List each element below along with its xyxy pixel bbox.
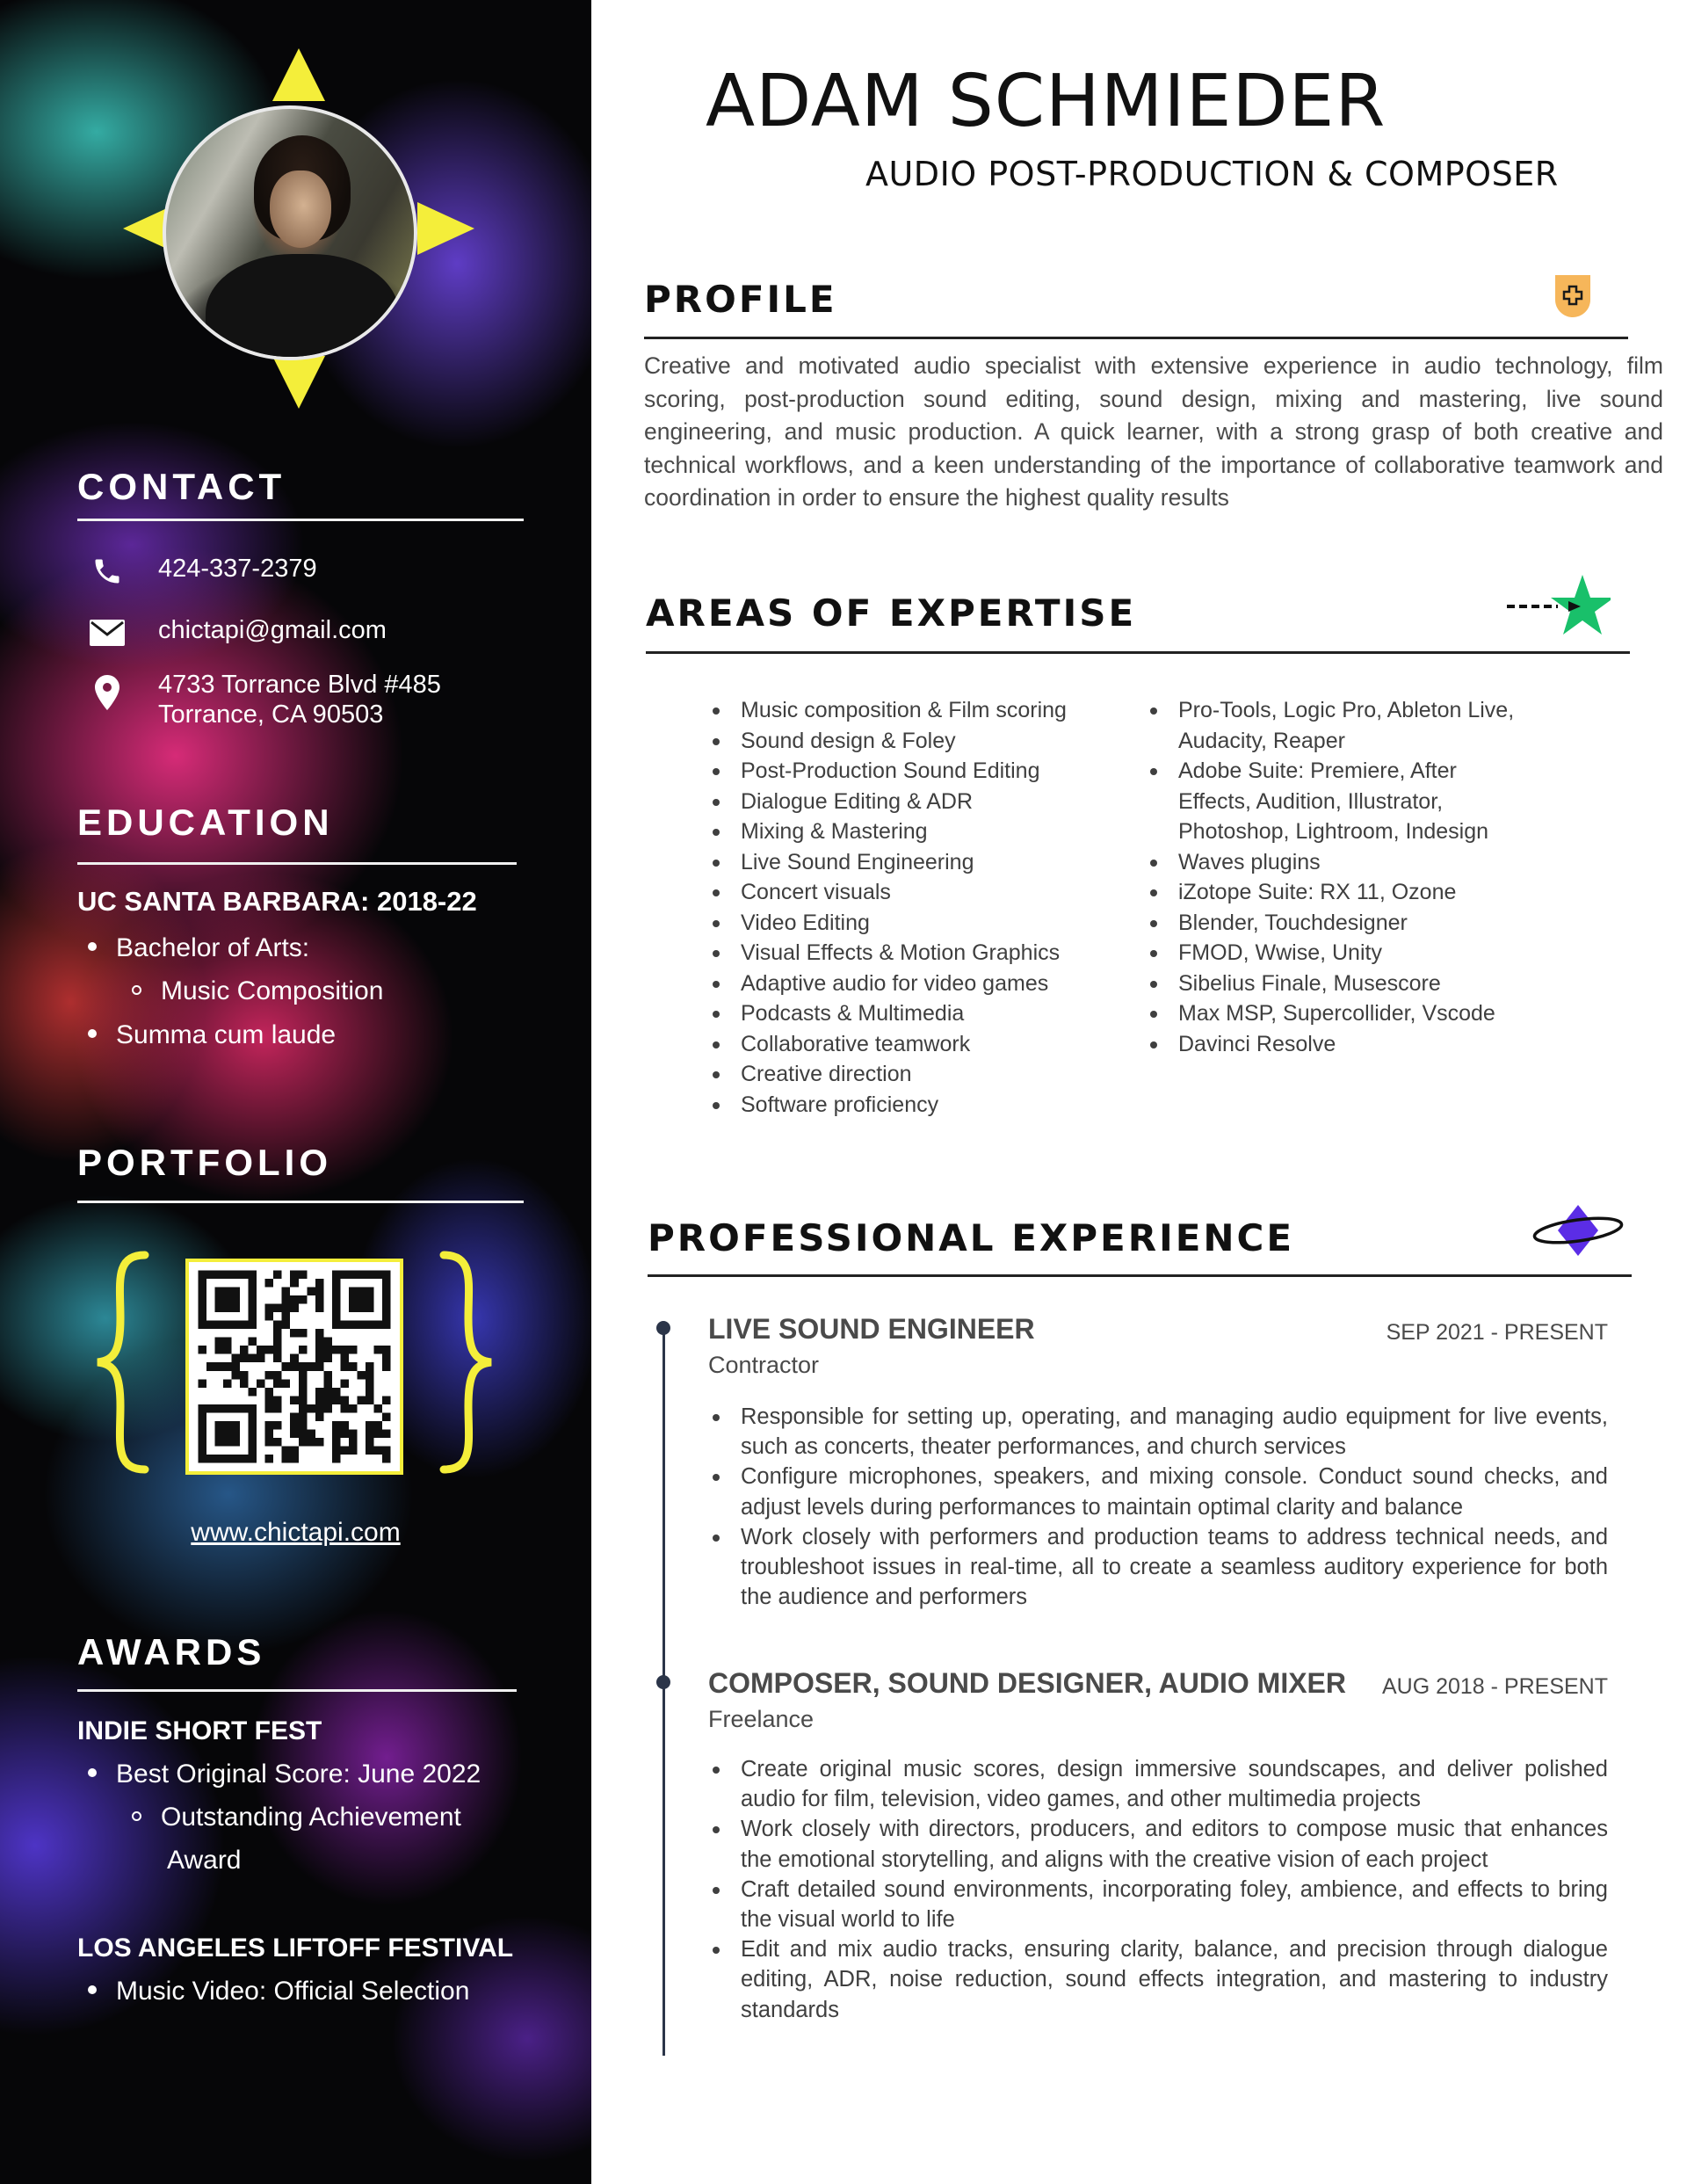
software-item: Blender, Touchdesigner <box>1146 908 1524 939</box>
address-line-2: Torrance, CA 90503 <box>158 700 384 729</box>
expertise-item: Podcasts & Multimedia <box>708 998 1112 1029</box>
sub-bullet <box>132 1811 141 1821</box>
education-heading: EDUCATION <box>77 802 334 843</box>
expertise-item: Software proficiency <box>708 1090 1112 1121</box>
bullet <box>88 942 97 951</box>
expertise-item: Concert visuals <box>708 877 1112 908</box>
list-item: Work closely with directors, producers, and editors to compose music that enhances the emotional storytelling, and aligns with the creative vision of each project <box>708 1814 1608 1874</box>
right-brace-icon <box>435 1248 496 1477</box>
award-item: Music Video: Official Selection <box>88 1977 469 2006</box>
major-item: Music Composition <box>132 976 383 1006</box>
awards-divider <box>77 1689 517 1692</box>
expertise-item: Live Sound Engineering <box>708 847 1112 878</box>
awards-heading: AWARDS <box>77 1631 266 1672</box>
expertise-item: Visual Effects & Motion Graphics <box>708 938 1112 969</box>
qr-code-block <box>92 1248 496 1477</box>
location-pin-icon <box>88 670 127 715</box>
list-item: Configure microphones, speakers, and mixing console. Conduct sound checks, and adjust levels during performances to maintain optimal clarity and balance <box>708 1462 1608 1521</box>
job-title: LIVE SOUND ENGINEER <box>708 1313 1035 1345</box>
bullet <box>88 1029 97 1038</box>
timeline-dot <box>656 1675 670 1689</box>
expertise-item: Collaborative teamwork <box>708 1029 1112 1060</box>
job-dates: AUG 2018 - PRESENT <box>1381 1674 1608 1699</box>
portfolio-heading: PORTFOLIO <box>77 1142 332 1183</box>
software-item: Waves plugins <box>1146 847 1524 878</box>
qr-code[interactable] <box>185 1259 403 1475</box>
portfolio-divider <box>77 1201 524 1203</box>
job-role: AUDIO POST-PRODUCTION & COMPOSER <box>865 155 1559 193</box>
school-name: UC SANTA BARBARA: 2018-22 <box>77 886 477 917</box>
sub-bullet <box>132 985 141 995</box>
portfolio-link[interactable]: www.chictapi.com <box>191 1518 401 1547</box>
award-title: LOS ANGELES LIFTOFF FESTIVAL <box>77 1934 514 1963</box>
profile-heading: PROFILE <box>644 278 837 321</box>
profile-divider <box>644 337 1628 339</box>
phone-icon <box>88 554 127 589</box>
bullet <box>88 1985 97 1994</box>
job-employer: Freelance <box>708 1706 815 1732</box>
honor-item: Summa cum laude <box>88 1020 336 1050</box>
star-arrow-icon <box>1505 571 1611 642</box>
expertise-item: Video Editing <box>708 908 1112 939</box>
email-address[interactable]: chictapi@gmail.com <box>158 616 387 644</box>
mail-icon <box>88 615 127 650</box>
shield-plus-icon <box>1553 273 1592 319</box>
contact-email <box>88 615 387 650</box>
person-name: ADAM SCHMIEDER <box>706 60 1387 143</box>
award-title: INDIE SHORT FEST <box>77 1716 322 1745</box>
award-subitem-continued: Award <box>167 1846 242 1875</box>
list-item: Edit and mix audio tracks, ensuring clarity, balance, and precision through dialogue editing, ADR, noise reduction, sound effects integration, and mastering to industry standards <box>708 1934 1608 2025</box>
contact-divider <box>77 519 524 521</box>
job-title: COMPOSER, SOUND DESIGNER, AUDIO MIXER <box>708 1667 1346 1699</box>
job-employer: Contractor <box>708 1352 820 1378</box>
list-item: Craft detailed sound environments, incorporating foley, ambience, and effects to bring the visual world to life <box>708 1875 1608 1934</box>
list-item: Work closely with performers and production teams to address technical needs, and troubleshoot issues in real-time, all to create a seamless auditory experience for both the audience and performers <box>708 1522 1608 1613</box>
software-item: Adobe Suite: Premiere, After Effects, Audition, Illustrator, Photoshop, Lightroom, Indesign <box>1146 756 1524 847</box>
contact-heading: CONTACT <box>77 466 286 507</box>
education-divider <box>77 862 517 865</box>
software-item: Max MSP, Supercollider, Vscode <box>1146 998 1524 1029</box>
expertise-skills-list <box>708 695 1112 1120</box>
expertise-item: Music composition & Film scoring <box>708 695 1112 726</box>
contact-phone <box>88 554 317 589</box>
sidebar <box>0 0 591 2184</box>
experience-heading: PROFESSIONAL EXPERIENCE <box>648 1216 1295 1259</box>
main-content <box>591 0 1687 2184</box>
software-item: iZotope Suite: RX 11, Ozone <box>1146 877 1524 908</box>
software-item: Pro-Tools, Logic Pro, Ableton Live, Audacity, Reaper <box>1146 695 1524 756</box>
expertise-item: Adaptive audio for video games <box>708 969 1112 999</box>
award-item: Best Original Score: June 2022 <box>88 1760 481 1789</box>
address-line-1: 4733 Torrance Blvd #485 <box>158 671 441 699</box>
profile-photo-frame <box>114 48 483 409</box>
expertise-item: Dialogue Editing & ADR <box>708 787 1112 817</box>
experience-divider <box>648 1274 1632 1277</box>
phone-number[interactable]: 424-337-2379 <box>158 555 317 583</box>
list-item: Responsible for setting up, operating, and managing audio equipment for live events, such as concerts, theater performances, and church services <box>708 1402 1608 1462</box>
expertise-software-list <box>1146 695 1524 1059</box>
software-item: Sibelius Finale, Musescore <box>1146 969 1524 999</box>
avatar <box>163 105 417 360</box>
job-dates: SEP 2021 - PRESENT <box>1386 1320 1608 1345</box>
list-item: Create original music scores, design immersive soundscapes, and deliver polished audio for film, television, video games, and other multimedia projects <box>708 1754 1608 1814</box>
bullet <box>88 1768 97 1777</box>
expertise-heading: AREAS OF EXPERTISE <box>646 591 1137 635</box>
job-responsibilities <box>708 1754 1608 2025</box>
expertise-item: Creative direction <box>708 1059 1112 1090</box>
profile-summary: Creative and motivated audio specialist with extensive experience in audio technology, film scoring, post-production sound editing, sound design, mixing and mastering, live sound engineering, and music production. A quick learner, with a strong grasp of both creative and technical workflows, and a keen understanding of the importance of collaborative teamwork and coordination in order to ensure the highest quality results <box>644 352 1663 511</box>
expertise-item: Post-Production Sound Editing <box>708 756 1112 787</box>
timeline-dot <box>656 1321 670 1335</box>
left-brace-icon <box>92 1248 154 1477</box>
diamond-orbit-icon <box>1530 1201 1626 1263</box>
expertise-item: Mixing & Mastering <box>708 816 1112 847</box>
software-item: Davinci Resolve <box>1146 1029 1524 1060</box>
contact-address <box>88 670 441 729</box>
expertise-divider <box>646 651 1630 654</box>
timeline-line <box>662 1328 665 2056</box>
award-subitem: Outstanding Achievement <box>132 1803 461 1832</box>
expertise-item: Sound design & Foley <box>708 726 1112 757</box>
degree-item: Bachelor of Arts: <box>88 933 309 963</box>
job-responsibilities <box>708 1402 1608 1612</box>
software-item: FMOD, Wwise, Unity <box>1146 938 1524 969</box>
address <box>158 670 441 729</box>
